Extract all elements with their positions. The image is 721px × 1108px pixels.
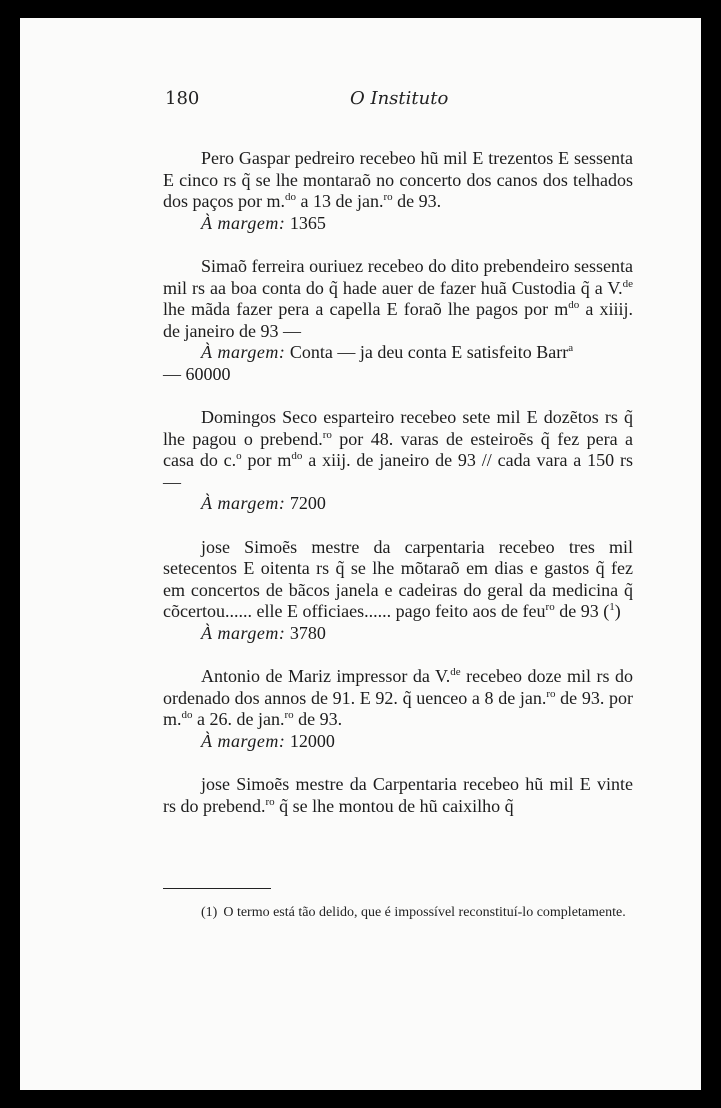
running-title: O Instituto [350,88,449,109]
margin-label: À margem: [201,730,286,751]
margin-continuation: — 60000 [163,363,231,384]
entry-paragraph: Domingos Seco esparteiro recebeo sete mil E dozẽtos rs q̃ lhe pagou o prebend.$^{ro}$ por 48. varas de esteiroẽs q̃ fez pera a casa do c.$^o$ por $m^{do}$ a xiij. de janeiro de 93 // cada vara a 150 rs — [163,407,633,492]
entry-simao-ferreira [163,256,633,385]
footnote-divider [163,888,271,889]
margin-note [163,731,633,753]
entry-paragraph: Antonio de Mariz impressor da V.$^{de}$ recebeo doze mil rs do ordenado dos annos de 91. E 92. q̃ uenceo a 8 de jan.$^{ro}$ de 93. por m.$^{do}$ a 26. de jan.$^{ro}$ de 93. [163,666,633,729]
margin-note [163,623,633,645]
entry-paragraph: jose Simoẽs mestre da carpentaria recebeo tres mil setecentos E oitenta rs q̃ se lhe mõtaraõ em dias e gastos q̃ fez em concertos de bãcos janela e cadeiras do geral da medicina q̃ cõcertou...... elle E officiaes...... pago feito aos de feu$^{ro}$ de 93 ($^1$) [163,536,633,621]
entry-domingos-seco [163,407,633,515]
entry-antonio-de-mariz [163,666,633,752]
margin-label: À margem: [201,622,286,643]
footnote-reference: 1 [609,601,615,613]
margin-label: À margem: [201,342,286,362]
page-header [165,88,665,112]
margin-label: À margem: [201,212,286,233]
footnote-mark: (1) [201,905,218,920]
margin-note: À margem: Conta — ja deu conta E satisfeito Barr$^a$ [201,342,574,362]
entry-jose-simoes-2 [163,774,633,817]
entry-pero-gaspar [163,148,633,234]
margin-note [163,493,633,515]
margin-value: 7200 [289,493,326,513]
page [20,18,701,1090]
margin-value: 12000 [289,730,335,751]
entry-jose-simoes-1 [163,537,633,645]
margin-label: À margem: [201,493,286,513]
footnote-text: O termo está tão delido, que é impossível reconstituí-lo completamente. [223,905,626,920]
footnote [163,904,643,922]
entry-paragraph: Simaõ ferreira ouriuez recebeo do dito prebendeiro sessenta mil rs aa boa conta do q̃ hade auer de fazer huã Custodia q̃ a V.$^{de}$ lhe mãda fazer pera a capella E foraõ lhe pagos por $m^{do}$ a xiiij. de janeiro de 93 — [163,256,633,341]
body-text [163,148,633,839]
margin-value: Conta — ja deu conta E satisfeito Barr [289,342,569,362]
entry-paragraph: Pero Gaspar pedreiro recebeo hũ mil E trezentos E sessenta E cinco rs q̃ se lhe montaraõ no concerto dos canos dos telhados dos paços por m.$^{do}$ a 13 de jan.$^{ro}$ de 93. [163,148,633,211]
margin-note [163,213,633,235]
entry-paragraph: jose Simoẽs mestre da Carpentaria recebeo hũ mil E vinte rs do prebend.$^{ro}$ q̃ se lhe montou de hũ caixilho q̃ [163,774,633,816]
page-number: 180 [165,88,200,109]
margin-value: 1365 [289,212,326,233]
margin-value: 3780 [289,622,326,643]
